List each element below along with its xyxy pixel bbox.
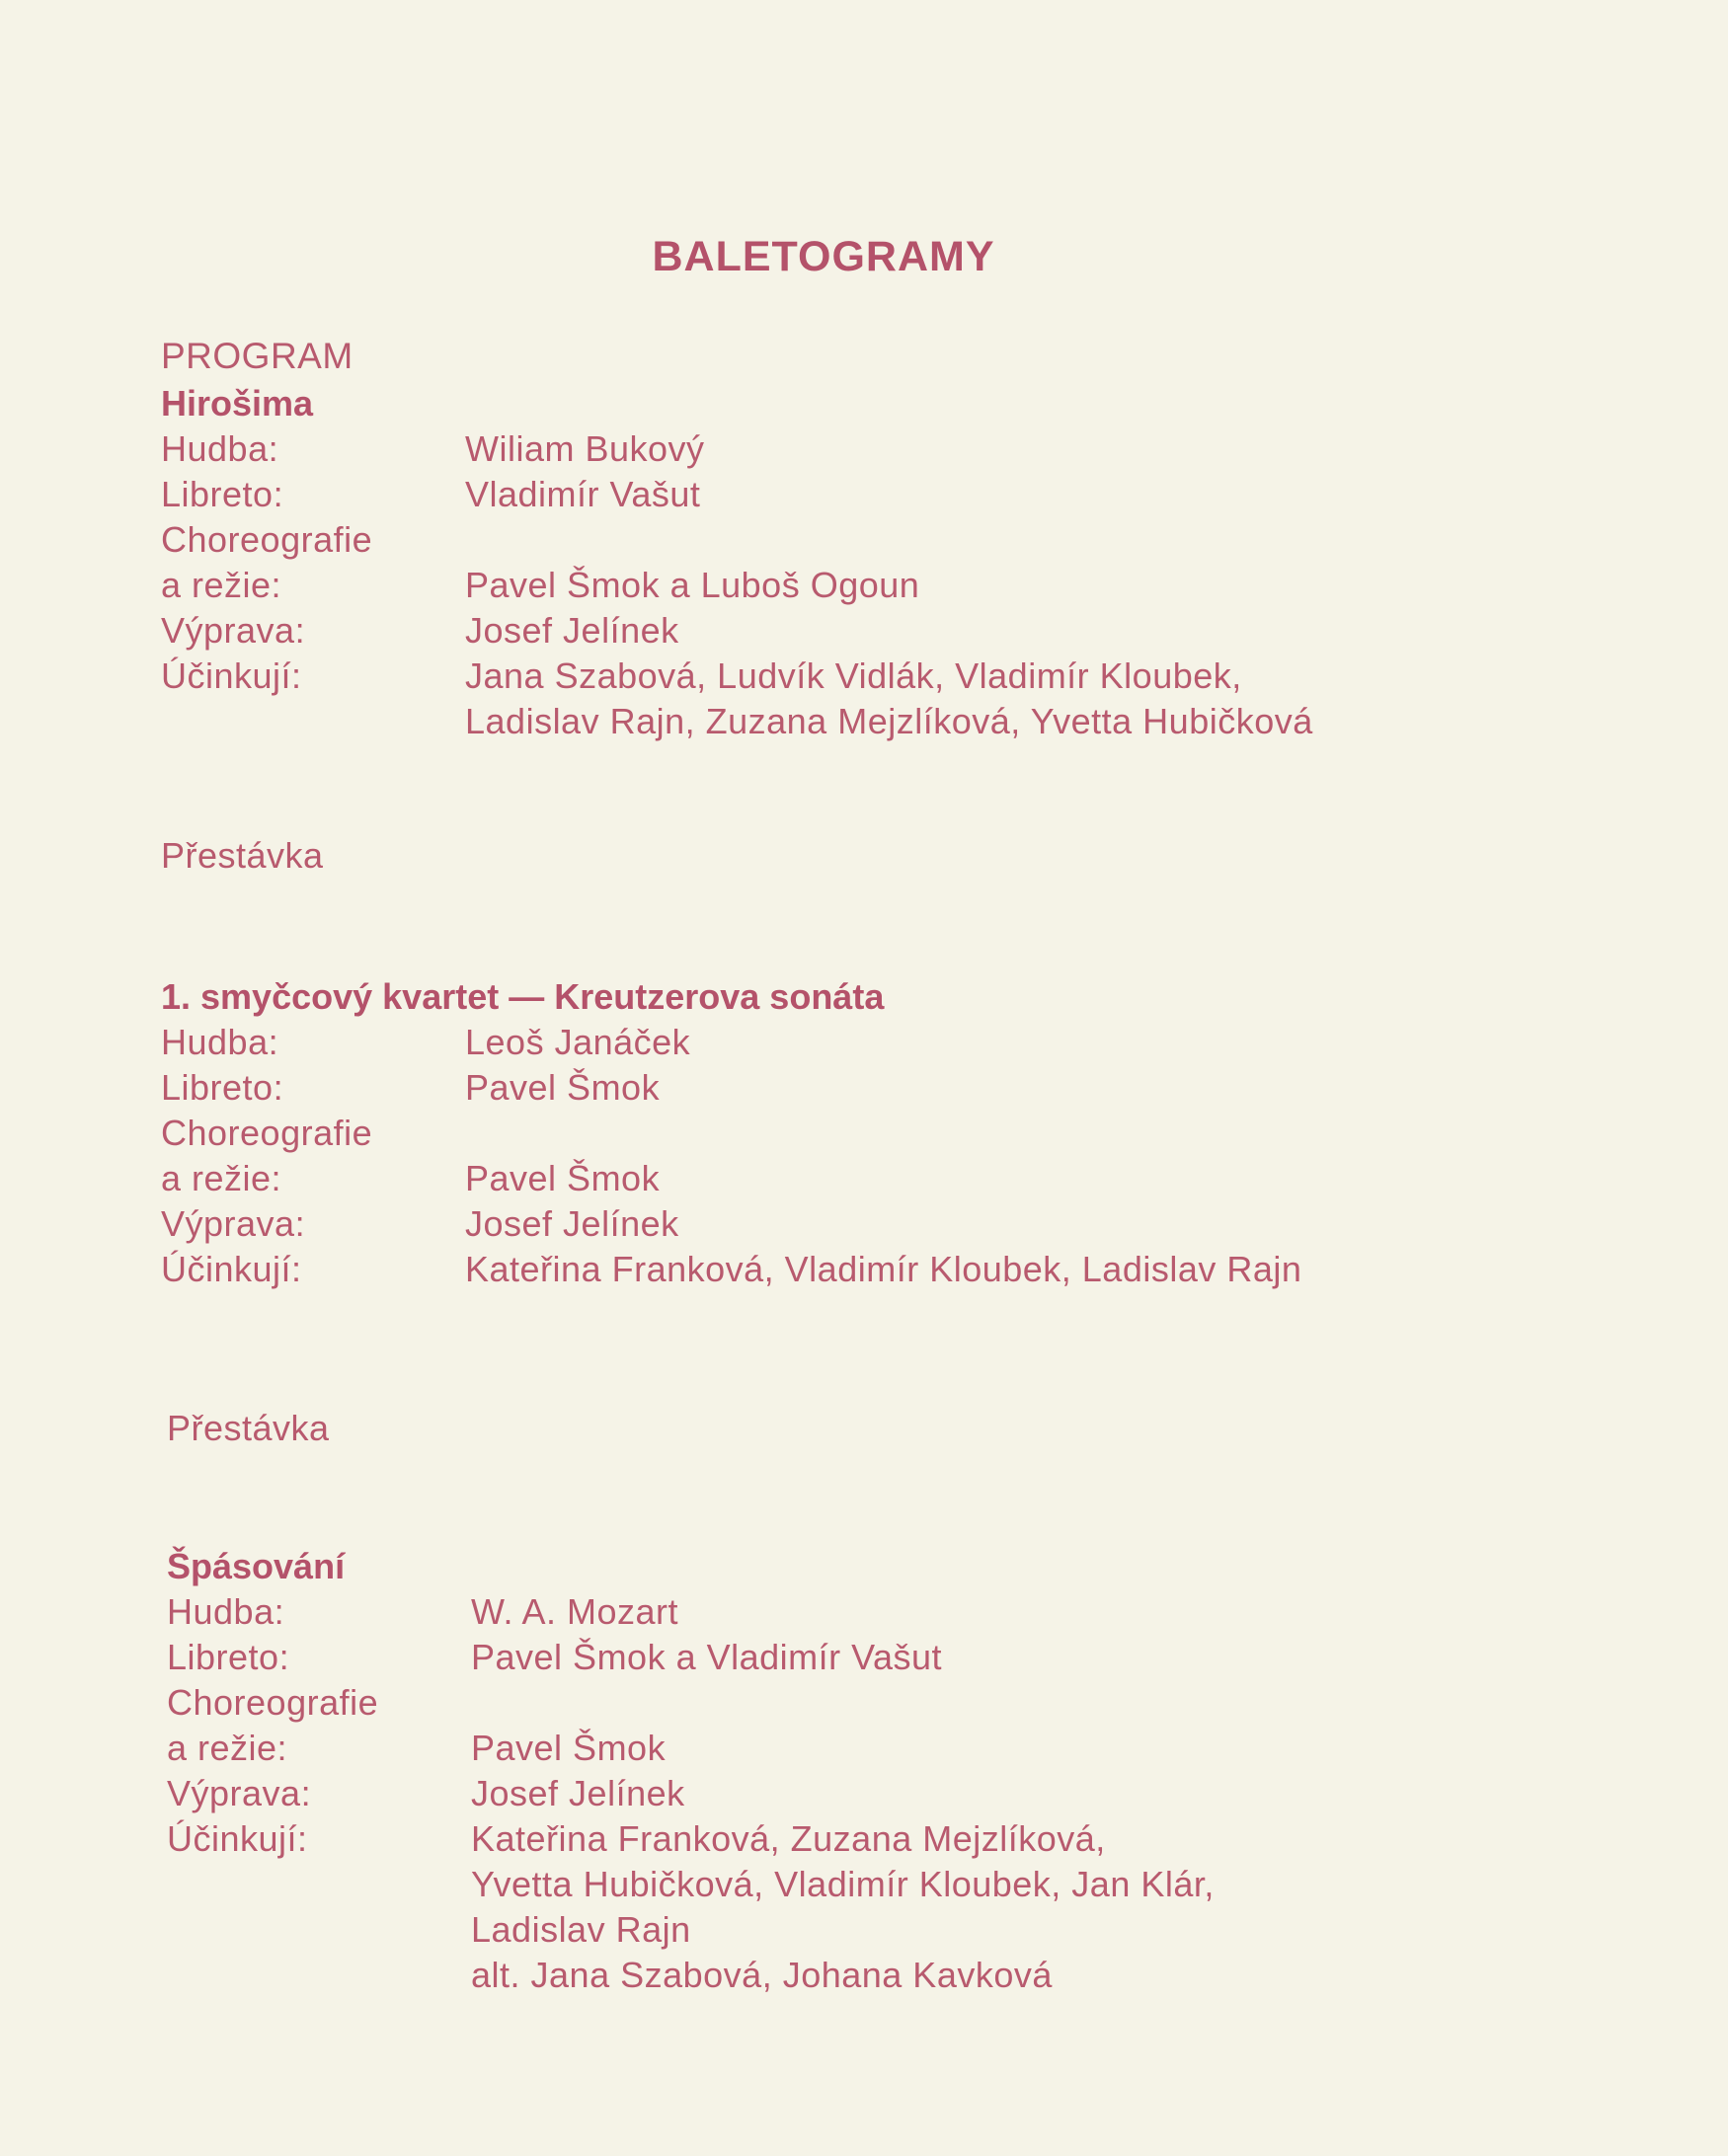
credit-row — [161, 608, 1543, 654]
credit-label: Hudba: — [161, 1022, 279, 1062]
credit-row — [167, 1589, 1549, 1635]
intermission-label: Přestávka — [161, 835, 324, 876]
credit-row — [161, 426, 1543, 472]
credit-label: Účinkují: — [161, 655, 302, 696]
credit-label: Choreografie — [161, 519, 373, 560]
credit-value: W. A. Mozart — [471, 1591, 679, 1632]
credit-value: Josef Jelínek — [465, 610, 679, 651]
credit-row — [161, 1156, 1543, 1201]
credit-label: Libreto: — [167, 1637, 290, 1677]
performance-title: Špásování — [167, 1546, 346, 1586]
credit-label: Účinkují: — [167, 1818, 308, 1859]
performance-section-hirosima — [161, 381, 1543, 744]
credit-row — [167, 1635, 1549, 1680]
credit-value — [465, 517, 1543, 563]
credit-label: Choreografie — [167, 1682, 379, 1723]
credit-label: Libreto: — [161, 474, 284, 514]
credit-value: Vladimír Vašut — [465, 474, 701, 514]
credit-value: Pavel Šmok a Luboš Ogoun — [465, 565, 920, 605]
credit-label: Výprava: — [161, 1203, 306, 1244]
credit-label: Libreto: — [161, 1067, 284, 1108]
credit-row — [161, 1201, 1543, 1247]
credit-value: Kateřina Franková, Zuzana Mejzlíková, Yvetta Hubičková, Vladimír Kloubek, Jan Klár, Ladislav Rajn alt. Jana Szabová, Johana Kavková — [471, 1818, 1215, 1995]
credit-label: a režie: — [161, 565, 282, 605]
performance-title: Hirošima — [161, 383, 314, 424]
credit-value: Pavel Šmok a Vladimír Vašut — [471, 1637, 943, 1677]
credit-row — [161, 1111, 1543, 1156]
performance-section-kvartet — [161, 974, 1543, 1292]
credit-label: Hudba: — [167, 1591, 285, 1632]
credit-label: Výprava: — [161, 610, 306, 651]
credit-row — [167, 1771, 1549, 1816]
credit-row — [161, 472, 1543, 517]
credit-value: Jana Szabová, Ludvík Vidlák, Vladimír Kloubek, Ladislav Rajn, Zuzana Mejzlíková, Yvetta Hubičková — [465, 655, 1313, 741]
credit-label: a režie: — [167, 1728, 288, 1768]
credit-row — [161, 1065, 1543, 1111]
page-title: BALETOGRAMY — [652, 233, 995, 280]
credit-value: Josef Jelínek — [471, 1773, 685, 1813]
credit-value: Pavel Šmok — [465, 1067, 661, 1108]
credit-row — [167, 1726, 1549, 1771]
credit-row — [161, 1247, 1543, 1292]
credit-value: Kateřina Franková, Vladimír Kloubek, Ladislav Rajn — [465, 1249, 1302, 1289]
intermission-label: Přestávka — [167, 1408, 330, 1448]
credit-row — [161, 563, 1543, 608]
performance-title: 1. smyčcový kvartet — Kreutzerova sonáta — [161, 976, 885, 1017]
program-label: PROGRAM — [161, 336, 353, 376]
credit-label: Výprava: — [167, 1773, 312, 1813]
credit-value: Wiliam Bukový — [465, 428, 705, 469]
credit-label: Účinkují: — [161, 1249, 302, 1289]
credit-value — [465, 1111, 1543, 1156]
credit-value: Pavel Šmok — [465, 1158, 661, 1198]
credit-row — [161, 654, 1543, 744]
credit-label: Choreografie — [161, 1113, 373, 1153]
credit-value: Josef Jelínek — [465, 1203, 679, 1244]
credit-label: a režie: — [161, 1158, 282, 1198]
credit-row — [161, 517, 1543, 563]
credit-row — [167, 1816, 1549, 1998]
credit-row — [167, 1680, 1549, 1726]
performance-section-spasovani — [167, 1544, 1549, 1998]
credit-value — [471, 1680, 1549, 1726]
credit-row — [161, 1020, 1543, 1065]
credit-label: Hudba: — [161, 428, 279, 469]
credit-value: Leoš Janáček — [465, 1022, 691, 1062]
credit-value: Pavel Šmok — [471, 1728, 667, 1768]
